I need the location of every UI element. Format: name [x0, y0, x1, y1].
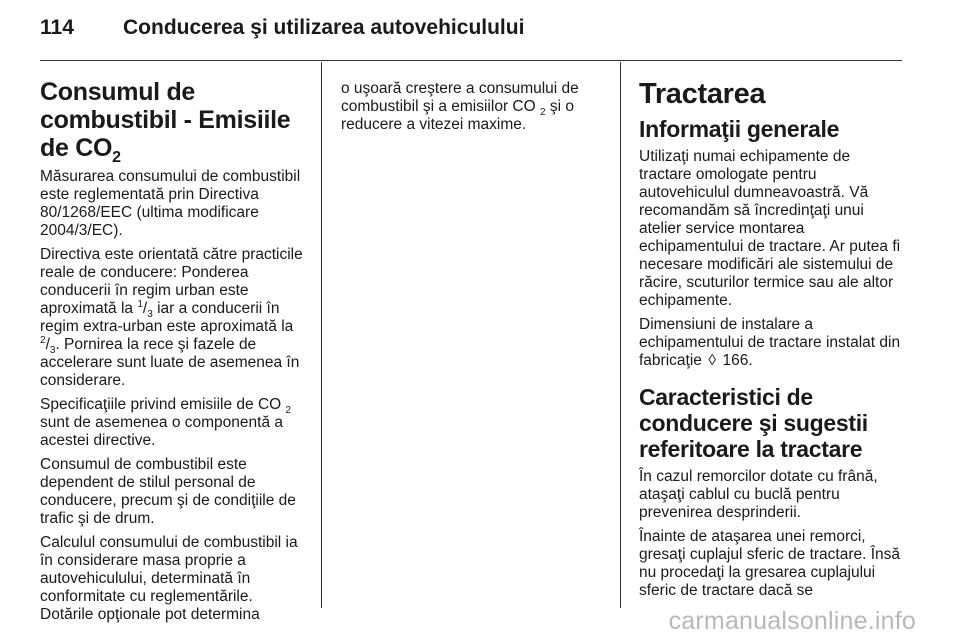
text-run: . Pornirea la rece şi fazele de accelerare sunt luate de asemenea în considerare. — [40, 336, 300, 389]
fraction-numerator: 2 — [40, 334, 46, 346]
text-run: Specificaţiile privind emisiile de CO — [40, 396, 286, 413]
page-number: 114 — [40, 16, 74, 39]
paragraph: Utilizaţi numai echipamente de tractare omologate pentru autovehiculul dumneavoastră. Vă recomandăm să încredinţaţi unui atelier service montarea echipamentului de tractare. Ar putea fi necesare modificări ale sistemului de răcire, scuturilor termice sau ale altor echipamente. — [639, 148, 901, 309]
paragraph: În cazul remorcilor dotate cu frână, ataşaţi cablul cu buclă pentru prevenirea desprinderii. — [639, 468, 878, 521]
heading-subscript: 2 — [112, 149, 121, 166]
subscript: 2 — [539, 107, 546, 119]
section-heading-fuel-consumption — [40, 78, 308, 166]
subscript: 2 — [285, 405, 292, 417]
page-header — [40, 4, 920, 56]
column-3 — [639, 62, 905, 600]
fraction-denominator: 3 — [147, 309, 153, 321]
subheading-driving-tips: Caracteristici de conducere şi sugestii referitoare la tractare — [639, 384, 868, 462]
text-run: o uşoară creştere a consumului de combustibil şi a emisiilor CO — [341, 80, 579, 115]
arrow-reference-icon: ◊ — [708, 352, 717, 369]
column-2 — [341, 62, 603, 140]
paragraph — [40, 396, 308, 450]
page-reference: 166. — [718, 352, 753, 369]
text-run: iar a conducerii în regim extra-urban este aproximată la — [40, 300, 294, 335]
column-divider-1 — [321, 62, 322, 608]
paragraph: Înainte de ataşarea unei remorci, gresaţi cuplajul sferic de tractare. Însă nu procedaţi la gresarea cuplajului sferic de tractare dacă se — [639, 528, 901, 599]
paragraph: Măsurarea consumului de combustibil este reglementată prin Directiva 80/1268/EEC (ultima modificare 2004/3/EC). — [40, 168, 301, 239]
paragraph: Calculul consumului de combustibil ia în considerare masa proprie a autovehiculului, determinată în conformitate cu reglementările. Dotările opţionale pot determina — [40, 534, 298, 623]
section-heading-towing: Tractarea — [639, 78, 766, 110]
running-title: Conducerea şi utilizarea autovehiculului — [123, 16, 525, 39]
column-1 — [40, 62, 308, 624]
subheading-general-info: Informaţii generale — [639, 116, 840, 142]
paragraph: Directiva este orientată către practicile reale de conducere: Ponderea conducerii în regim urban este aproximată la $^1/_3$ iar a conducerii în regim extra-urban este aproximată la $^2/_3$. Pornirea la rece şi fazele de accelerare sunt luate de asemenea în considerare. — [40, 246, 303, 389]
fraction-numerator: 1 — [137, 298, 143, 310]
heading-text: Consumul de combustibil - Emisiile de CO — [40, 78, 291, 162]
text-run: Dimensiuni de instalare a echipamentului de tractare instalat din fabricaţie — [639, 316, 901, 369]
paragraph — [341, 80, 603, 134]
paragraph: Consumul de combustibil este dependent de stilul personal de conducere, precum şi de condiţiile de trafic şi de drum. — [40, 456, 296, 527]
watermark: carmanualsonline.info — [668, 607, 916, 635]
text-run: Directiva este orientată către practicile reale de conducere: Ponderea conducerii în regim urban este aproximată la — [40, 246, 303, 317]
text-run: şi o reducere a vitezei maxime. — [341, 98, 574, 133]
header-divider — [40, 60, 902, 61]
text-run: sunt de asemenea o componentă a acestei directive. — [40, 414, 284, 449]
paragraph — [639, 316, 905, 370]
fraction-denominator: 3 — [49, 345, 56, 357]
column-divider-2 — [620, 62, 621, 608]
